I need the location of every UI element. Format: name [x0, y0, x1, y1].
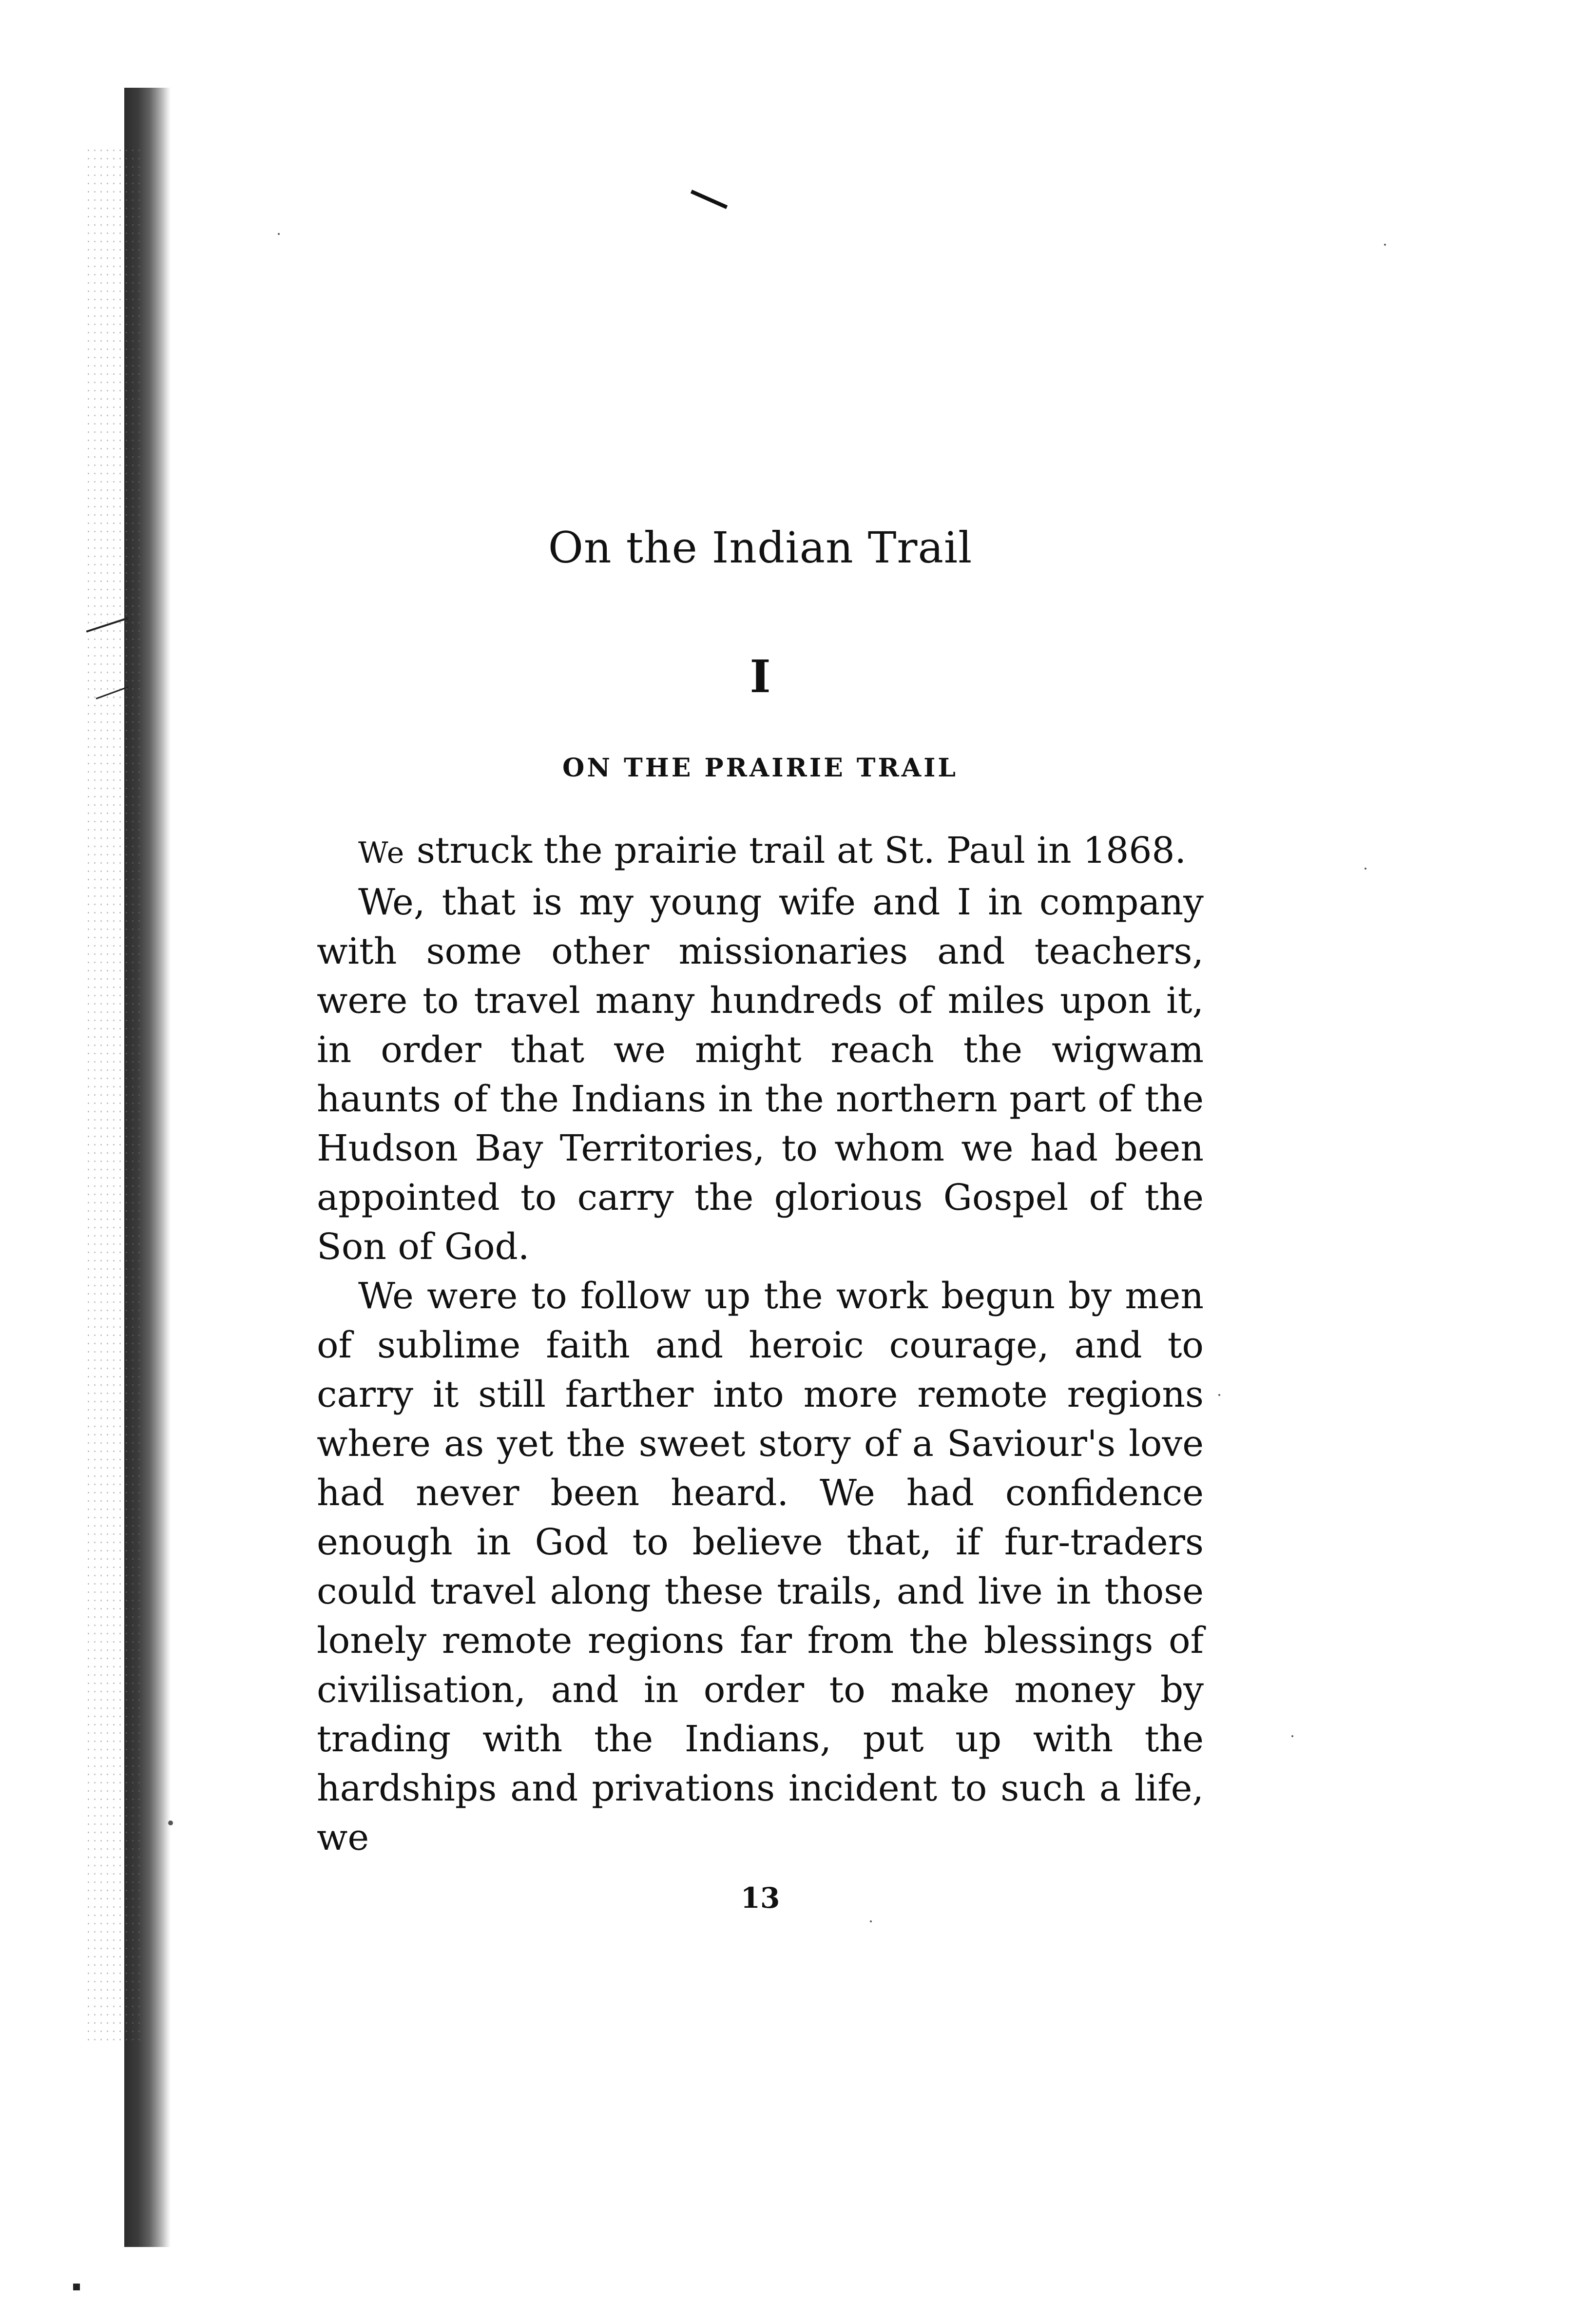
paragraph: We, that is my young wife and I in company with some other missionaries and teachers, were to travel many hundreds of miles upon it, in order that we might reach the wigwam haunts of the Indians in the northern part of the Hudson Bay Territories, to whom we had been appointed to carry the glorious Gospel of the Son of God.	[317, 881, 1204, 1268]
stray-ink-dot	[1365, 868, 1366, 870]
paragraph	[317, 826, 1204, 878]
stray-ink-dot	[278, 233, 280, 235]
running-title: On the Indian Trail	[548, 523, 973, 573]
stray-ink-dot	[1291, 1735, 1293, 1737]
chapter-number: I	[750, 650, 771, 703]
stray-ink-dot	[168, 1820, 173, 1825]
stray-ink-dot	[1384, 244, 1386, 246]
stray-ink-dot	[1218, 1394, 1220, 1396]
stray-ink-dot	[870, 1920, 872, 1922]
paragraph: We were to follow up the work begun by men of sublime faith and heroic courage, and to carry it still farther into more remote regions where as yet the sweet story of a Saviour's love had never been heard. We had confidence enough in God to believe that, if fur-traders could travel along these trails, and live in those lonely remote regions far from the blessings of civilisation, and in order to make money by trading with the Indians, put up with the hardships and privations incident to such a life, we	[317, 1275, 1204, 1859]
paragraph-text: struck the prairie trail at St. Paul in 1868.	[405, 830, 1187, 872]
chapter-title: ON THE PRAIRIE TRAIL	[562, 753, 958, 783]
scan-edge-speckle	[85, 146, 144, 2047]
body-text	[317, 826, 1204, 1862]
paragraph-lead-word: We	[358, 836, 405, 870]
page-number: 13	[740, 1881, 780, 1915]
stray-ink-mark	[691, 190, 728, 209]
scan-edge-mark	[73, 2284, 80, 2290]
